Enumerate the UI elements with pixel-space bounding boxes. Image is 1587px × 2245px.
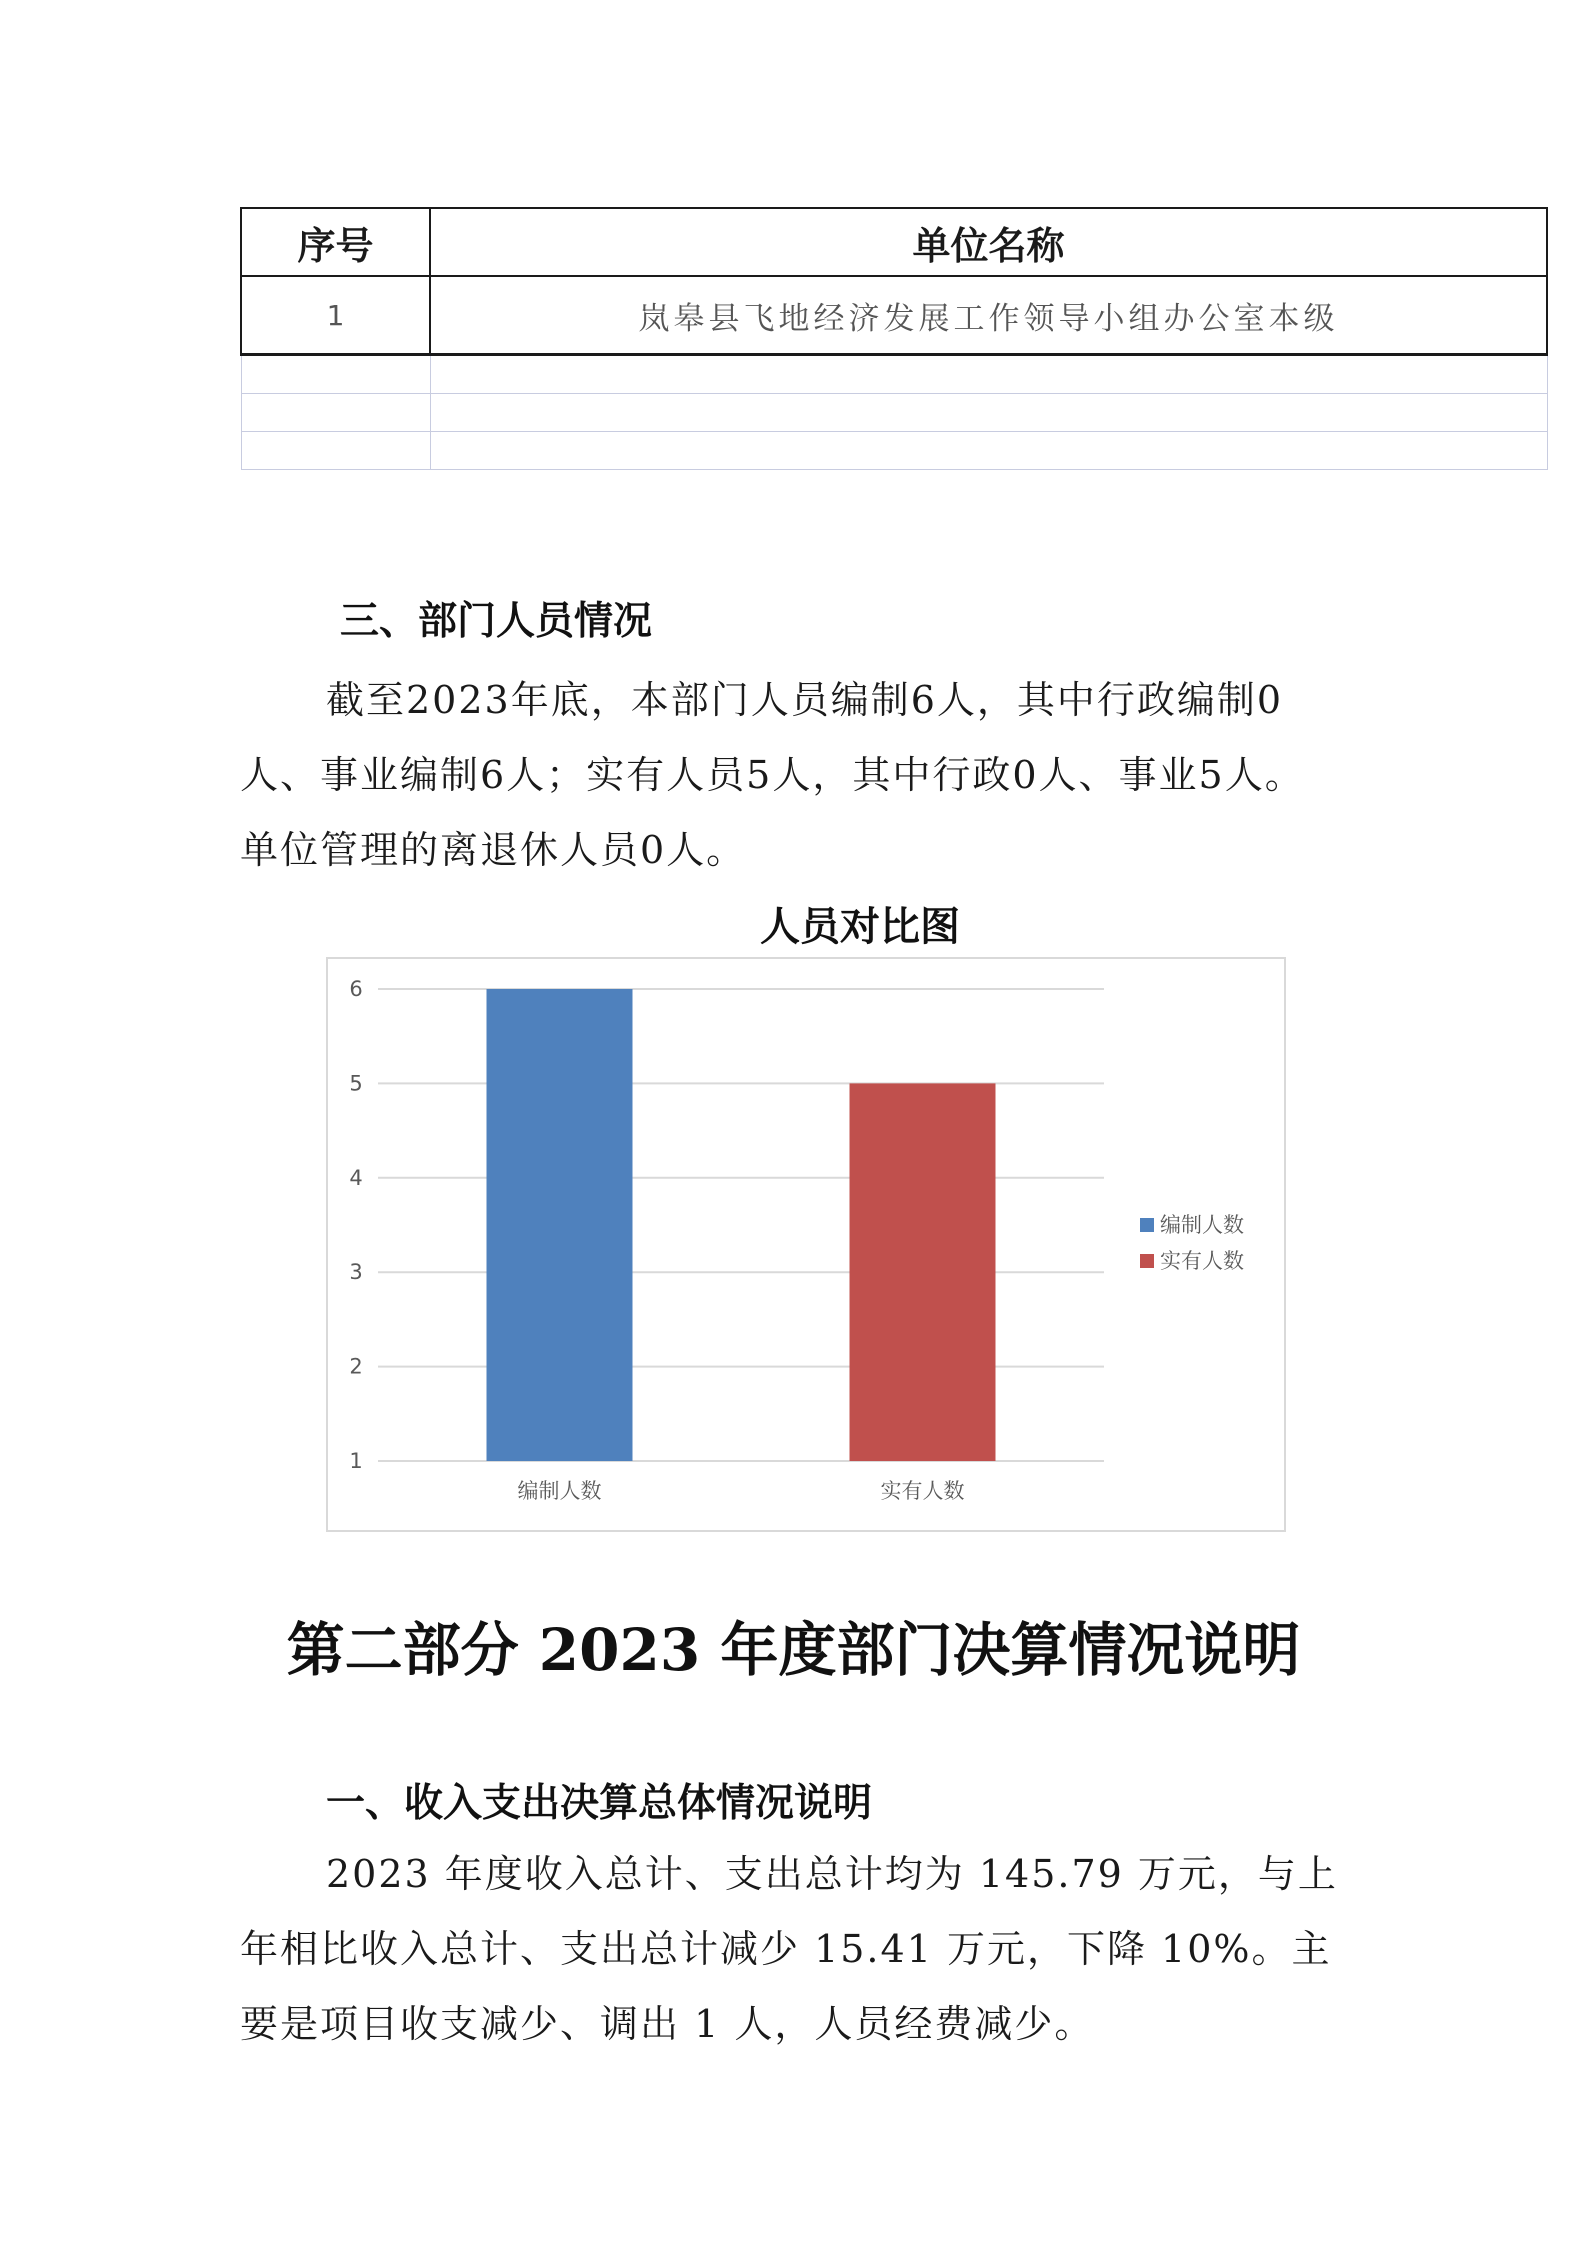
x-category-label: 实有人数 [880,1479,965,1503]
part-two-title: 第二部分 2023 年度部门决算情况说明 [286,1616,1301,1684]
y-tick-label: 3 [349,1260,363,1285]
empty-row [241,355,1547,394]
empty-cell [241,432,430,470]
empty-cell [241,394,430,432]
table-header-row [241,208,1547,276]
y-tick-label: 2 [349,1354,363,1379]
chart-frame [326,957,1286,1532]
empty-cell [430,432,1547,470]
y-tick-label: 1 [349,1449,363,1473]
empty-cell [430,355,1547,394]
row-unit-name: 岚皋县飞地经济发展工作领导小组办公室本级 [430,276,1547,355]
empty-cell [241,355,430,394]
empty-row [241,394,1547,432]
header-seq: 序号 [241,208,430,276]
bar-actual-staff [850,1083,996,1461]
retiree-paragraph: 单位管理的离退休人员0人。 [240,828,747,872]
x-category-label: 编制人数 [517,1479,602,1503]
section-heading-income-expense: 一、收入支出决算总体情况说明 [326,1781,873,1826]
personnel-paragraph: 截至2023年底，本部门人员编制6人，其中行政编制0人、事业编制6人；实有人员5人，其中行政0人、事业5人。 [240,678,1305,797]
unit-table [240,207,1548,470]
empty-cell [430,394,1547,432]
header-unit-name: 单位名称 [430,208,1547,276]
chart-title: 人员对比图 [760,904,960,950]
row-seq: 1 [241,276,430,355]
legend-label: 编制人数 [1160,1213,1244,1237]
y-tick-label: 5 [349,1071,363,1096]
y-tick-label: 6 [349,977,363,1001]
legend-label: 实有人数 [1160,1249,1244,1273]
section-heading-personnel: 三、部门人员情况 [340,599,653,644]
personnel-bar-chart [328,959,1284,1530]
y-tick-label: 4 [349,1165,363,1190]
empty-row [241,432,1547,470]
bar-authorized-staff [487,989,633,1461]
table-row [241,276,1547,355]
income-expense-paragraph: 2023 年度收入总计、支出总计均为 145.79 万元，与上年相比收入总计、支出总计减少 15.41 万元，下降 10%。主要是项目收支减少、调出 1 人，人员经费减少。 [240,1852,1338,2046]
legend-swatch [1140,1218,1154,1232]
legend-swatch [1140,1254,1154,1268]
